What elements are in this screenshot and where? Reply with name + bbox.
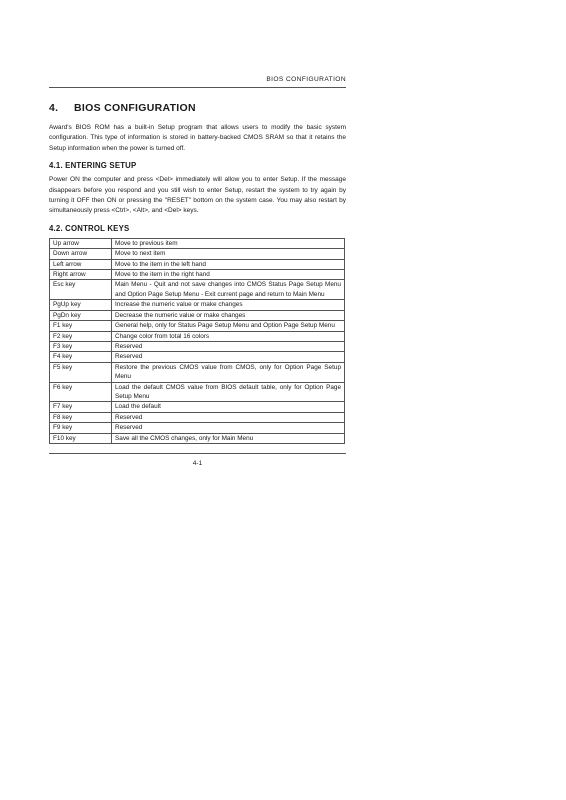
key-cell: Left arrow (50, 259, 112, 269)
table-row (50, 331, 345, 341)
table-row (50, 352, 345, 362)
description-cell: General help, only for Status Page Setup Menu and Option Page Setup Menu (112, 321, 345, 331)
table-row (50, 423, 345, 433)
table-row (50, 310, 345, 320)
chapter-title: BIOS CONFIGURATION (74, 102, 196, 114)
description-cell: Reserved (112, 352, 345, 362)
description-cell: Load the default CMOS value from BIOS default table, only for Option Page Setup Menu (112, 382, 345, 402)
key-cell: PgUp key (50, 300, 112, 310)
key-cell: Right arrow (50, 270, 112, 280)
key-cell: F10 key (50, 433, 112, 443)
description-cell: Decrease the numeric value or make changes (112, 310, 345, 320)
key-cell: F5 key (50, 362, 112, 382)
table-row (50, 249, 345, 259)
chapter-number: 4. (49, 102, 59, 114)
key-cell: Up arrow (50, 238, 112, 248)
description-cell: Move to the item in the left hand (112, 259, 345, 269)
description-cell: Reserved (112, 412, 345, 422)
page-number: 4-1 (192, 459, 203, 467)
document-page (49, 74, 346, 467)
description-cell: Save all the CMOS changes, only for Main Menu (112, 433, 345, 443)
key-cell: F3 key (50, 341, 112, 351)
running-header: BIOS CONFIGURATION (49, 74, 346, 88)
key-cell: F1 key (50, 321, 112, 331)
table-row (50, 300, 345, 310)
table-row (50, 362, 345, 382)
table-row (50, 270, 345, 280)
key-cell: F9 key (50, 423, 112, 433)
chapter-heading (49, 102, 346, 114)
description-cell: Main Menu - Quit and not save changes into CMOS Status Page Setup Menu and Option Page Setup Menu - Exit current page and return to Main Menu (112, 280, 345, 300)
key-cell: F4 key (50, 352, 112, 362)
table-row (50, 238, 345, 248)
description-cell: Reserved (112, 423, 345, 433)
table-row (50, 341, 345, 351)
table-row (50, 321, 345, 331)
description-cell: Reserved (112, 341, 345, 351)
table-row (50, 382, 345, 402)
footer-divider (49, 453, 346, 454)
key-cell: PgDn key (50, 310, 112, 320)
section-heading-control-keys: 4.2. CONTROL KEYS (49, 223, 130, 233)
table-row (50, 402, 345, 412)
key-cell: Down arrow (50, 249, 112, 259)
key-cell: F2 key (50, 331, 112, 341)
key-cell: F8 key (50, 412, 112, 422)
intro-paragraph: Award's BIOS ROM has a built-in Setup program that allows users to modify the basic system configuration. This type of information is stored in battery-backed CMOS SRAM so that it retains the Setup information when the power is turned off. (49, 124, 346, 152)
description-cell: Change color from total 16 colors (112, 331, 345, 341)
control-keys-table (49, 238, 345, 444)
table-row (50, 280, 345, 300)
key-cell: Esc key (50, 280, 112, 300)
key-cell: F7 key (50, 402, 112, 412)
description-cell: Move to next item (112, 249, 345, 259)
description-cell: Move to the item in the right hand (112, 270, 345, 280)
entering-setup-paragraph: Power ON the computer and press <Del> immediately will allow you to enter Setup. If the message disappears before you respond and you still wish to enter Setup, restart the system to try again by turning it OFF then ON or pressing the "RESET" bottom on the system case. You may also restart by simultaneously press <Ctrl>, <Alt>, and <Del> keys. (49, 176, 346, 215)
key-cell: F6 key (50, 382, 112, 402)
table-row (50, 433, 345, 443)
section-heading-entering-setup: 4.1. ENTERING SETUP (49, 161, 137, 171)
table-row (50, 412, 345, 422)
description-cell: Move to previous item (112, 238, 345, 248)
description-cell: Restore the previous CMOS value from CMOS, only for Option Page Setup Menu (112, 362, 345, 382)
table-row (50, 259, 345, 269)
description-cell: Increase the numeric value or make changes (112, 300, 345, 310)
description-cell: Load the default (112, 402, 345, 412)
